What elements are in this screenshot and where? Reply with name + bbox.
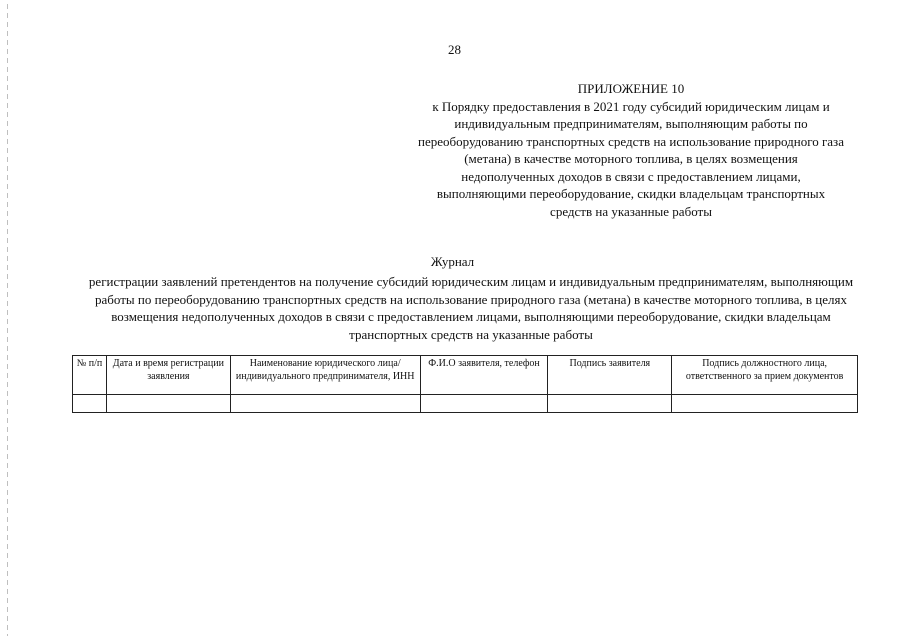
scan-edge-mark [7, 4, 8, 636]
appendix-text: к Порядку предоставления в 2021 году субсидий юридическим лицам и индивидуальным предпринимателям, выполняющим работы по переоборудованию транспортных средств на использование природного газа (метана) в качестве моторного топлива, в целях возмещения недополученных доходов в связи с предоставлением лицами, выполняющими переоборудование, скидки владельцам транспортных средств на указанные работы [418, 98, 844, 219]
journal-title: Журнал [430, 254, 475, 269]
table-cell [106, 395, 230, 413]
column-header-applicant-signature: Подпись заявителя [548, 356, 672, 395]
table-cell [230, 395, 420, 413]
column-header-official-signature: Подпись должностного лица, ответственного за прием документов [672, 356, 858, 395]
table-cell [73, 395, 107, 413]
table-cell [420, 395, 548, 413]
column-header-registration-date: Дата и время регистрации заявления [106, 356, 230, 395]
page-number: 28 [448, 42, 461, 57]
table-cell [672, 395, 858, 413]
appendix-title: ПРИЛОЖЕНИЕ 10 [577, 81, 685, 96]
table-row [73, 395, 858, 413]
column-header-number: № п/п [73, 356, 107, 395]
appendix-block [398, 80, 864, 220]
column-header-entity-name: Наименование юридического лица/индивидуального предпринимателя, ИНН [230, 356, 420, 395]
column-header-applicant-name: Ф.И.О заявителя, телефон [420, 356, 548, 395]
registration-table [72, 355, 858, 413]
table-cell [548, 395, 672, 413]
journal-subtitle: регистрации заявлений претендентов на получение субсидий юридическим лицам и индивидуальным предпринимателям, выполняющим работы по переоборудованию транспортных средств на использование природного газа (метана) в качестве моторного топлива, в целях возмещения недополученных доходов в связи с предоставлением лицами, выполняющими переоборудование, скидки владельцам транспортных средств на указанные работы [88, 274, 854, 342]
table-header-row [73, 356, 858, 395]
